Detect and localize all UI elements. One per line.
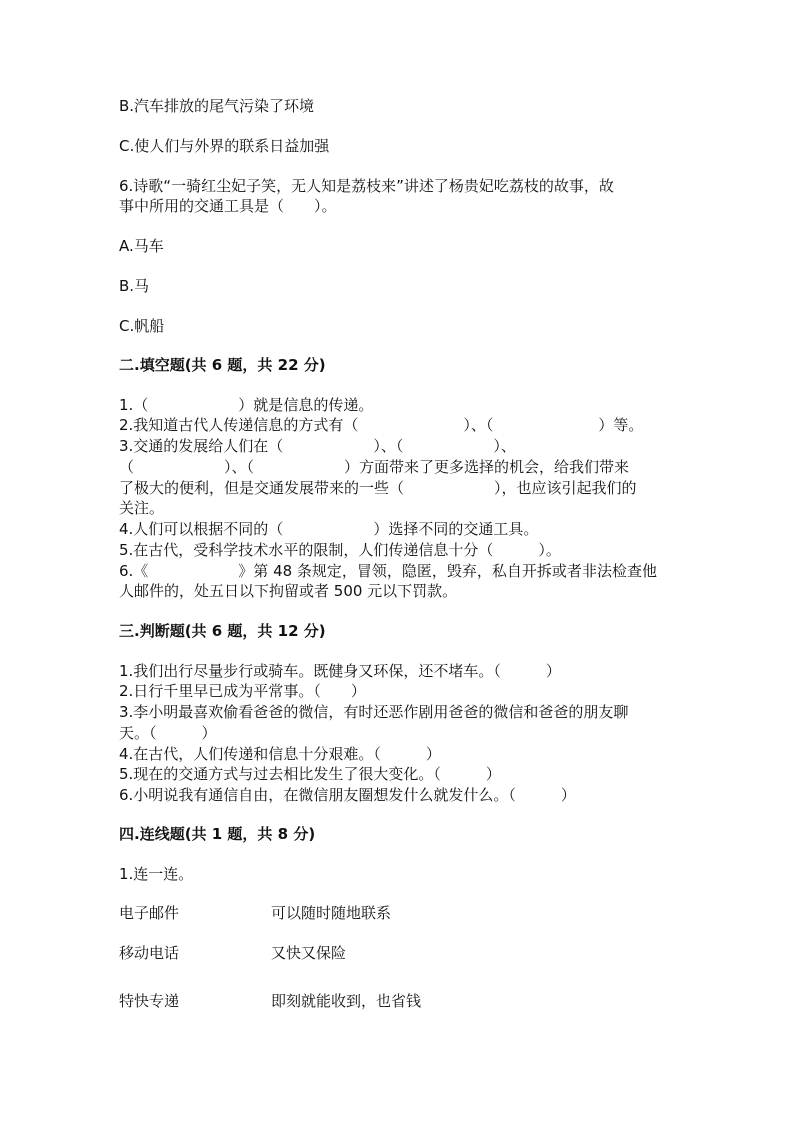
judgement-line: 天。（ ） — [119, 724, 217, 742]
match-right-item: 可以随时随地联系 — [271, 904, 392, 922]
option-line: B.马 — [119, 277, 150, 295]
question-stem: 事中所用的交通工具是（ ）。 — [119, 197, 337, 215]
fill-blank-line: 2.我知道古代人传递信息的方式有（ ）、（ ）等。 — [119, 416, 644, 434]
match-left-item: 特快专递 — [119, 992, 180, 1010]
judgement-line: 4.在古代，人们传递和信息十分艰难。（ ） — [119, 745, 441, 763]
match-left-item: 移动电话 — [119, 944, 180, 962]
option-line: A.马车 — [119, 237, 164, 255]
judgement-line: 6.小明说我有通信自由，在微信朋友圈想发什么就发什么。（ ） — [119, 786, 576, 804]
section-heading: 二.填空题(共 6 题，共 22 分) — [119, 356, 326, 374]
judgement-line: 5.现在的交通方式与过去相比发生了很大变化。（ ） — [119, 765, 501, 783]
judgement-line: 2.日行千里早已成为平常事。（ ） — [119, 682, 366, 700]
option-line: C.使人们与外界的联系日益加强 — [119, 137, 330, 155]
fill-blank-line: 关注。 — [119, 499, 165, 517]
question-stem: 1.连一连。 — [119, 865, 194, 883]
match-right-item: 即刻就能收到，也省钱 — [271, 992, 422, 1010]
fill-blank-line: 6.《 》第 48 条规定，冒领，隐匿，毁弃，私自开拆或者非法检查他 — [119, 562, 657, 580]
question-stem: 6.诗歌“一骑红尘妃子笑，无人知是荔枝来”讲述了杨贵妃吃荔枝的故事，故 — [119, 177, 614, 195]
judgement-line: 3.李小明最喜欢偷看爸爸的微信，有时还恶作剧用爸爸的微信和爸爸的朋友聊 — [119, 703, 629, 721]
fill-blank-line: 1.（ ）就是信息的传递。 — [119, 396, 374, 414]
section-heading: 四.连线题(共 1 题，共 8 分) — [119, 825, 316, 843]
section-heading: 三.判断题(共 6 题，共 12 分) — [119, 622, 326, 640]
judgement-line: 1.我们出行尽量步行或骑车。既健身又环保，还不堵车。（ ） — [119, 662, 561, 680]
fill-blank-line: 3.交通的发展给人们在（ ）、（ ）、 — [119, 437, 516, 455]
fill-blank-line: （ ）、（ ）方面带来了更多选择的机会，给我们带来 — [119, 458, 630, 476]
fill-blank-line: 4.人们可以根据不同的（ ）选择不同的交通工具。 — [119, 520, 539, 538]
fill-blank-line: 人邮件的，处五日以下拘留或者 500 元以下罚款。 — [119, 582, 458, 600]
fill-blank-line: 5.在古代，受科学技术水平的限制，人们传递信息十分（ ）。 — [119, 541, 561, 559]
match-left-item: 电子邮件 — [119, 904, 180, 922]
option-line: B.汽车排放的尾气污染了环境 — [119, 97, 315, 115]
match-right-item: 又快又保险 — [271, 944, 347, 962]
fill-blank-line: 了极大的便利，但是交通发展带来的一些（ ），也应该引起我们的 — [119, 479, 637, 497]
option-line: C.帆船 — [119, 317, 165, 335]
